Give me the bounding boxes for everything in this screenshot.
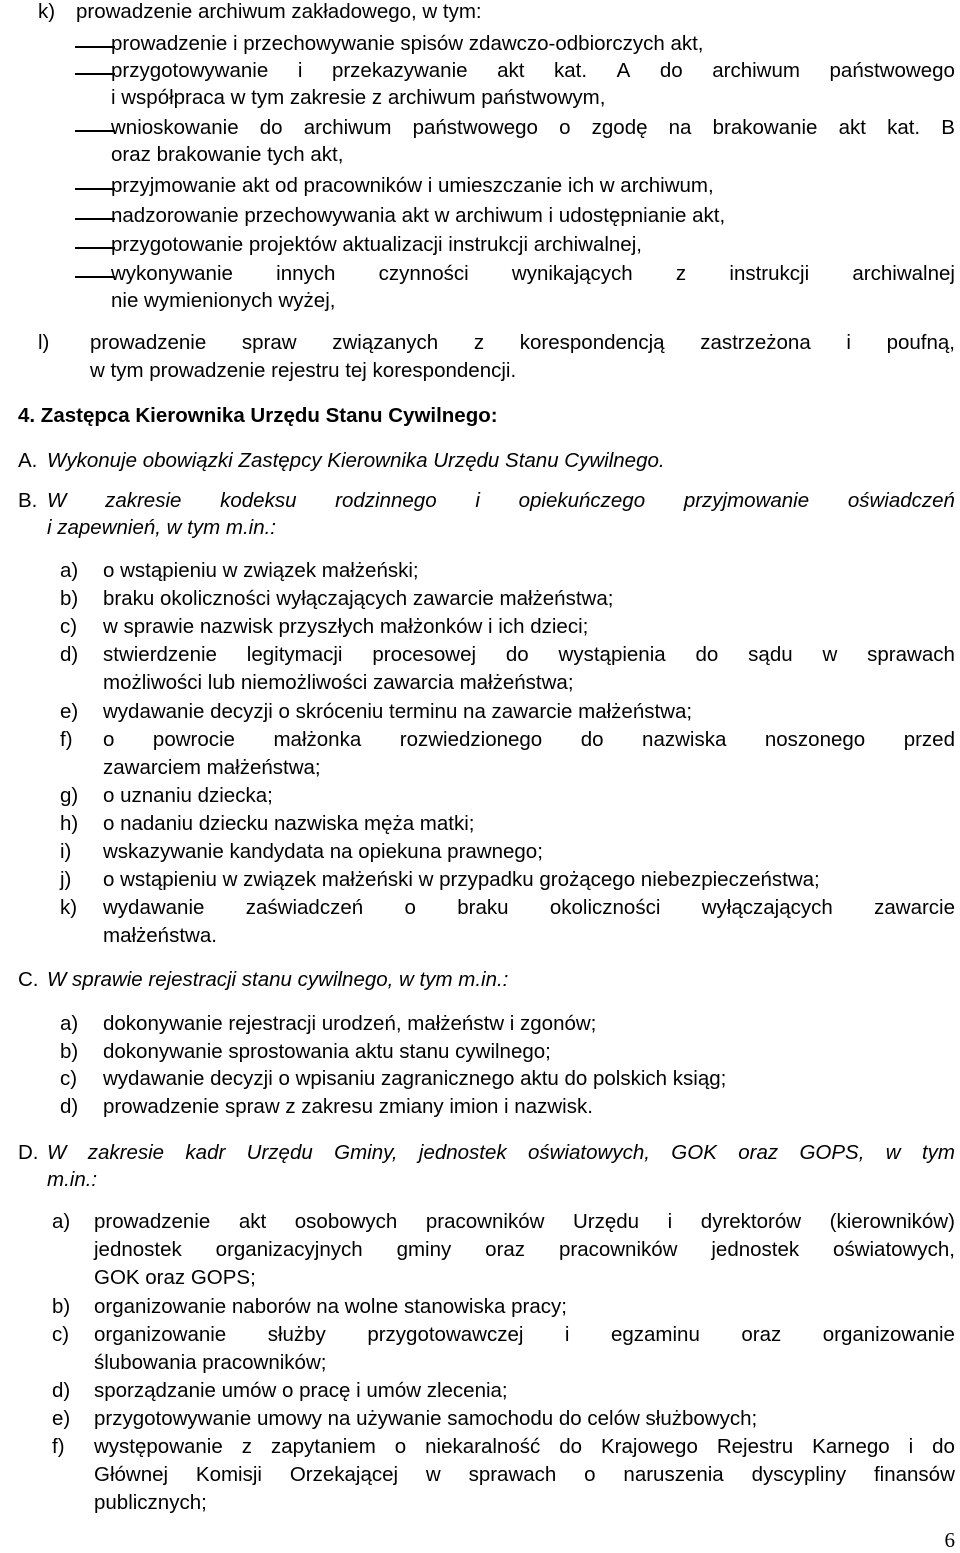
item-label: a): [52, 1210, 71, 1233]
list-item-text: przygotowywanie umowy na używanie samochodu do celów służbowych;: [94, 1407, 758, 1430]
list-item-text: nadzorowanie przechowywania akt w archiwum i udostępnianie akt,: [111, 204, 726, 227]
list-item-text: prowadzenie spraw z zakresu zmiany imion i nazwisk.: [103, 1095, 593, 1118]
list-item-text: wydawanie decyzji o wpisaniu zagranicznego aktu do polskich ksiąg;: [103, 1067, 727, 1090]
list-dash: [75, 73, 115, 75]
list-item-text: wykonywanie innych czynności wynikających z instrukcji archiwalnej: [111, 262, 955, 285]
list-item-text: GOK oraz GOPS;: [94, 1266, 256, 1289]
list-item-text: jednostek organizacyjnych gminy oraz pracowników jednostek oświatowych,: [94, 1238, 955, 1261]
list-item-text: wskazywanie kandydata na opiekuna prawnego;: [103, 840, 543, 863]
item-label: k): [38, 0, 56, 23]
item-label: k): [60, 896, 78, 919]
list-item-text: o powrocie małżonka rozwiedzionego do nazwiska noszonego przed: [103, 728, 955, 751]
item-label: l): [38, 331, 50, 354]
item-label: e): [52, 1407, 71, 1430]
section-text: W zakresie kadr Urzędu Gminy, jednostek oświatowych, GOK oraz GOPS, w tym: [47, 1141, 955, 1164]
list-item-text: przygotowanie projektów aktualizacji instrukcji archiwalnej,: [111, 233, 642, 256]
list-item-text: występowanie z zapytaniem o niekaralność do Krajowego Rejestru Karnego i do: [94, 1435, 955, 1458]
list-item-text: w sprawie nazwisk przyszłych małżonków i ich dzieci;: [103, 615, 589, 638]
list-dash: [75, 188, 115, 190]
section-text: W sprawie rejestracji stanu cywilnego, w tym m.in.:: [47, 968, 509, 991]
list-item-text: dokonywanie rejestracji urodzeń, małżeństw i zgonów;: [103, 1012, 597, 1035]
list-item-text: sporządzanie umów o pracę i umów zlecenia;: [94, 1379, 508, 1402]
item-label: i): [60, 840, 72, 863]
list-item-text: możliwości lub niemożliwości zawarcia małżeństwa;: [103, 671, 574, 694]
list-dash: [75, 46, 115, 48]
item-label: f): [52, 1435, 65, 1458]
list-item-text: organizowanie naborów na wolne stanowiska pracy;: [94, 1295, 567, 1318]
list-dash: [75, 247, 115, 249]
item-label: b): [60, 587, 79, 610]
section-title: prowadzenie archiwum zakładowego, w tym:: [76, 0, 482, 23]
list-item-text: ślubowania pracowników;: [94, 1351, 327, 1374]
list-dash: [75, 218, 115, 220]
item-label: b): [60, 1040, 79, 1063]
item-label: e): [60, 700, 79, 723]
list-item-text: wydawanie zaświadczeń o braku okoliczności wyłączających zawarcie: [103, 896, 955, 919]
list-item-text: Głównej Komisji Orzekającej w sprawach o naruszenia dyscypliny finansów: [94, 1463, 955, 1486]
item-label: a): [60, 1012, 79, 1035]
list-item-text: przygotowywanie i przekazywanie akt kat. A do archiwum państwowego: [111, 59, 955, 82]
item-label: d): [52, 1379, 71, 1402]
list-item-text: dokonywanie sprostowania aktu stanu cywilnego;: [103, 1040, 551, 1063]
item-label: C.: [18, 968, 39, 991]
list-item-text: przyjmowanie akt od pracowników i umieszczanie ich w archiwum,: [111, 174, 714, 197]
item-label: c): [60, 1067, 78, 1090]
item-label: c): [52, 1323, 70, 1346]
list-item-text: małżeństwa.: [103, 924, 217, 947]
item-label: A.: [18, 449, 38, 472]
item-label: f): [60, 728, 73, 751]
item-label: d): [60, 1095, 79, 1118]
list-item-text: nie wymienionych wyżej,: [111, 289, 336, 312]
item-label: g): [60, 784, 79, 807]
section-text: prowadzenie spraw związanych z korespondencją zastrzeżona i poufną,: [90, 331, 955, 354]
item-label: D.: [18, 1141, 39, 1164]
section-text: Wykonuje obowiązki Zastępcy Kierownika Urzędu Stanu Cywilnego.: [47, 449, 665, 472]
list-item-text: zawarciem małżeństwa;: [103, 756, 321, 779]
list-item-text: o wstąpieniu w związek małżeński w przypadku grożącego niebezpieczeństwa;: [103, 868, 820, 891]
page-number: 6: [944, 1528, 955, 1552]
item-label: c): [60, 615, 78, 638]
item-label: j): [60, 868, 72, 891]
list-item-text: prowadzenie akt osobowych pracowników Urzędu i dyrektorów (kierowników): [94, 1210, 955, 1233]
list-item-text: o wstąpieniu w związek małżeński;: [103, 559, 419, 582]
section-text: m.in.:: [47, 1168, 98, 1191]
list-item-text: wnioskowanie do archiwum państwowego o zgodę na brakowanie akt kat. B: [111, 116, 955, 139]
list-dash: [75, 276, 115, 278]
item-label: d): [60, 643, 79, 666]
list-item-text: prowadzenie i przechowywanie spisów zdawczo-odbiorczych akt,: [111, 32, 704, 55]
item-label: b): [52, 1295, 71, 1318]
section-text: w tym prowadzenie rejestru tej korespondencji.: [90, 359, 517, 382]
section-text: W zakresie kodeksu rodzinnego i opiekuńczego przyjmowanie oświadczeń: [47, 489, 955, 512]
list-item-text: oraz brakowanie tych akt,: [111, 143, 344, 166]
list-item-text: o uznaniu dziecka;: [103, 784, 273, 807]
list-item-text: i współpraca w tym zakresie z archiwum państwowym,: [111, 86, 606, 109]
list-item-text: organizowanie służby przygotowawczej i egzaminu oraz organizowanie: [94, 1323, 955, 1346]
section-heading: 4. Zastępca Kierownika Urzędu Stanu Cywilnego:: [18, 404, 498, 427]
section-text: i zapewnień, w tym m.in.:: [47, 516, 276, 539]
item-label: h): [60, 812, 79, 835]
list-item-text: stwierdzenie legitymacji procesowej do wystąpienia do sądu w sprawach: [103, 643, 955, 666]
list-item-text: wydawanie decyzji o skróceniu terminu na zawarcie małżeństwa;: [103, 700, 693, 723]
item-label: B.: [18, 489, 38, 512]
item-label: a): [60, 559, 79, 582]
list-item-text: o nadaniu dziecku nazwiska męża matki;: [103, 812, 475, 835]
list-item-text: publicznych;: [94, 1491, 207, 1514]
list-item-text: braku okoliczności wyłączających zawarcie małżeństwa;: [103, 587, 614, 610]
list-dash: [75, 130, 115, 132]
